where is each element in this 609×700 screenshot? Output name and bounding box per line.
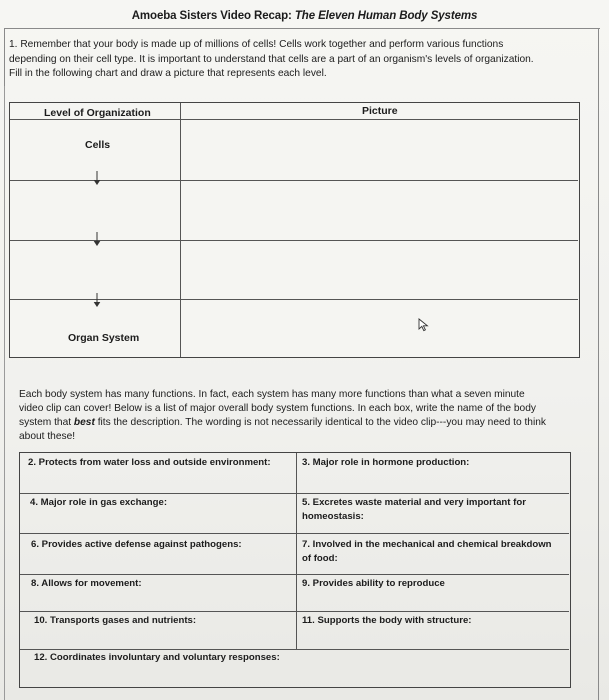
level-cell-2[interactable] <box>10 181 180 240</box>
function-6: 6. Provides active defense against pathogens: <box>31 539 242 550</box>
function-10: 10. Transports gases and nutrients: <box>34 615 197 626</box>
function-12: 12. Coordinates involuntary and voluntary responses: <box>34 652 280 663</box>
intro-line-1: 1. Remember that your body is made up of millions of cells! Cells work together and perform various functions <box>9 39 504 50</box>
row-label-cells: Cells <box>85 139 111 151</box>
intro-line-3: Fill in the following chart and draw a picture that represents each level. <box>9 68 327 79</box>
functions-line-1: Each body system has many functions. In fact, each system has many more functions than what a seven minute <box>19 389 525 400</box>
functions-line-3-a: system that <box>19 417 74 428</box>
functions-instructions <box>19 388 579 444</box>
function-7-line-1: 7. Involved in the mechanical and chemical breakdown <box>302 539 552 550</box>
function-5-line-1: 5. Excretes waste material and very important for <box>302 497 526 508</box>
intro-box <box>4 28 600 86</box>
function-11: 11. Supports the body with structure: <box>302 615 472 626</box>
picture-cell-4[interactable] <box>181 300 578 357</box>
title-prefix: Amoeba Sisters Video Recap: <box>131 10 295 22</box>
grid-row-divider <box>20 611 569 612</box>
frame-border-right <box>598 28 599 700</box>
function-4: 4. Major role in gas exchange: <box>30 497 168 508</box>
grid-row-divider <box>20 574 569 575</box>
grid-column-divider <box>296 453 297 649</box>
functions-line-3-b: fits the description. The wording is not necessarily identical to the video clip---you may need to think <box>94 417 546 428</box>
header-picture: Picture <box>362 105 398 117</box>
frame-border-left <box>4 86 5 700</box>
picture-cell-1[interactable] <box>181 120 578 180</box>
picture-cell-3[interactable] <box>181 241 578 299</box>
function-5-line-2: homeostasis: <box>302 511 364 522</box>
row-label-organ-system: Organ System <box>68 332 140 344</box>
title-italic: The Eleven Human Body Systems <box>294 10 478 22</box>
level-cell-3[interactable] <box>10 241 180 299</box>
body-system-functions-grid <box>19 452 571 688</box>
functions-line-3-bold: best <box>73 417 95 428</box>
header-level-of-organization: Level of Organization <box>44 107 151 119</box>
grid-row-divider <box>20 533 569 534</box>
functions-line-3 <box>19 416 579 430</box>
function-7-line-2: of food: <box>302 553 338 564</box>
picture-cell-2[interactable] <box>181 181 578 240</box>
function-8: 8. Allows for movement: <box>31 578 142 589</box>
functions-line-2: video clip can cover! Below is a list of major overall body system functions. In each box, write the name of the body <box>19 403 536 414</box>
page-title <box>0 10 609 22</box>
intro-line-2: depending on their cell type. It is important to understand that cells are a part of an organism's levels of organization. <box>9 53 534 65</box>
function-3: 3. Major role in hormone production: <box>302 457 470 468</box>
functions-line-4: about these! <box>19 431 76 442</box>
grid-row-divider <box>20 493 569 494</box>
function-2: 2. Protects from water loss and outside environment: <box>28 457 271 468</box>
level-organization-table <box>9 102 580 358</box>
grid-row-divider <box>20 649 569 650</box>
function-9: 9. Provides ability to reproduce <box>302 578 445 589</box>
